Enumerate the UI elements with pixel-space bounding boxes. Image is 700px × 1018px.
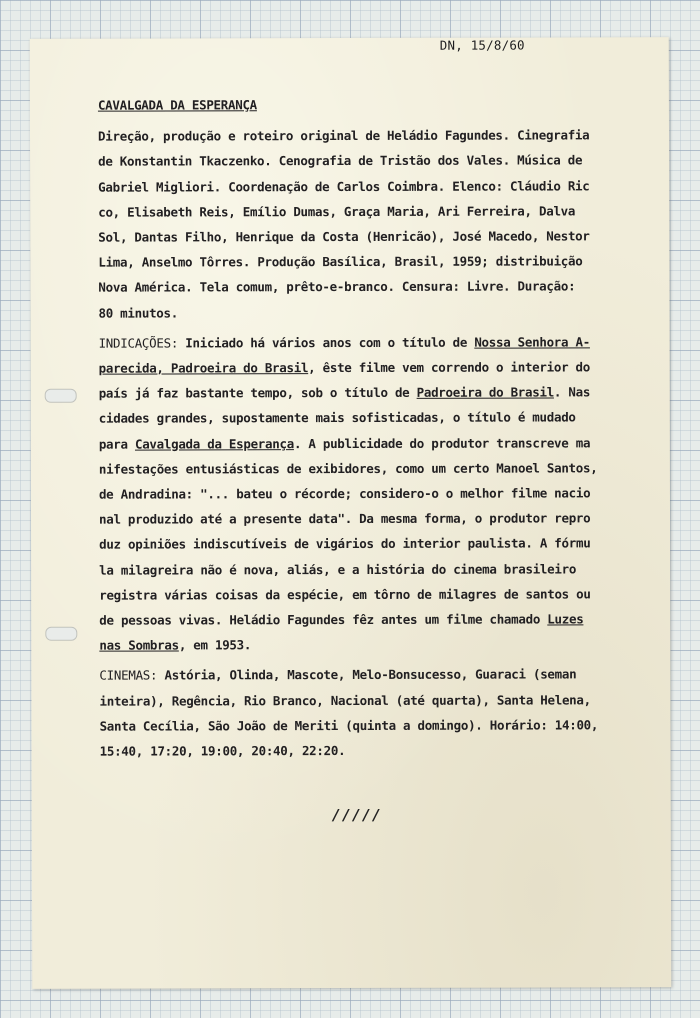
indicacoes-line: registra várias coisas da espécie, em tôrno de milagres de santos ou [99,586,591,603]
indicacoes-line [99,631,647,658]
film-title-ref: Cavalgada da Esperança [134,435,294,452]
punch-hole [45,627,77,641]
document-body [98,91,648,769]
indicacoes-line: cidades grandes, supostamente mais sofisticadas, o título é mudado [98,409,576,427]
cinemas-line: Santa Cecília, São João de Meriti (quinta a domingo). Horário: 14:00, [99,717,599,734]
indicacoes-text: , em 1953. [178,637,252,653]
cinemas-line [99,662,647,689]
cinemas-text: Astória, Olinda, Mascote, Melo-Bonsucesso, Guaraci (seman [157,666,577,683]
indicacoes-paragraph [99,329,648,658]
indicacoes-line: de Andradina: "... bateu o récorde; considero-o o melhor filme nacio [98,485,591,502]
cinemas-label: CINEMAS: [99,667,158,684]
indicacoes-line: nal produzido até a presente data". Da mesma forma, o produtor repro [98,510,591,527]
indicacoes-text: . A publicidade do produtor transcreve ma [293,435,591,451]
film-alt-title: parecida, Padroeira do Brasil [98,360,309,376]
dateline: DN, 15/8/60 [439,37,525,53]
other-film-title: nas Sombras [99,637,179,653]
indicacoes-line [99,430,647,457]
credits-line: Lima, Anselmo Tôrres. Produção Basílica, Brasil, 1959; distribuição [98,253,583,270]
film-alt-title: Padroeira do Brasil [416,384,554,401]
indicacoes-line [99,606,647,633]
indicacoes-text: , êste filme vem correndo o interior do [308,359,590,376]
indicacoes-line [99,379,647,406]
credits-line: Gabriel Migliori. Coordenação de Carlos Coimbra. Elenco: Cláudio Ric [98,177,590,195]
indicacoes-line: nifestações entusiásticas de exibidores, como um certo Manoel Santos, [98,460,598,477]
film-alt-title: Nossa Senhora A- [474,334,590,350]
credits-line: Sol, Dantas Filho, Henrique da Costa (Henricão), José Macedo, Nestor [98,228,590,245]
other-film-title: Luzes [547,611,584,627]
indicacoes-text: . Nas [553,384,591,400]
credits-line: de Konstantin Tkaczenko. Cenografia de Tristão dos Vales. Música de [98,152,583,170]
film-title: CAVALGADA DA ESPERANÇA [97,97,257,113]
indicacoes-label: INDICAÇÕES: [98,335,179,351]
indicacoes-text: de pessoas vivas. Heládio Fagundes fêz antes um filme chamado [99,611,548,628]
typewritten-sheet [30,37,671,989]
indicacoes-text: para [98,436,135,452]
credits-paragraph [98,122,647,325]
credits-line: Direção, produção e roteiro original de Heládio Fagundes. Cinegrafia [97,127,590,144]
credits-line: 80 minutos. [98,305,178,321]
punch-hole [45,389,77,403]
credits-line: co, Elisabeth Reis, Emílio Dumas, Graça Maria, Ari Ferreira, Dalva [98,203,576,220]
indicacoes-text: país já faz bastante tempo, sob o título de [98,385,417,401]
indicacoes-line [99,329,647,356]
indicacoes-text: Iniciado há vários anos com o título de [178,334,475,351]
indicacoes-line [99,354,647,381]
credits-line: Nova América. Tela comum, prêto-e-branco. Censura: Livre. Duração: [98,278,576,296]
end-mark: ///// [331,805,382,825]
indicacoes-line: la milagreira não é nova, aliás, e a história do cinema brasileiro [99,561,577,578]
cinemas-line: inteira), Regência, Rio Branco, Nacional (até quarta), Santa Helena, [99,692,591,709]
indicacoes-line: duz opiniões indiscutíveis de vigários do interior paulista. A fórmu [99,535,591,553]
cinemas-line: 15:40, 17:20, 19:00, 20:40, 22:20. [99,743,346,759]
cinemas-paragraph [99,662,647,764]
